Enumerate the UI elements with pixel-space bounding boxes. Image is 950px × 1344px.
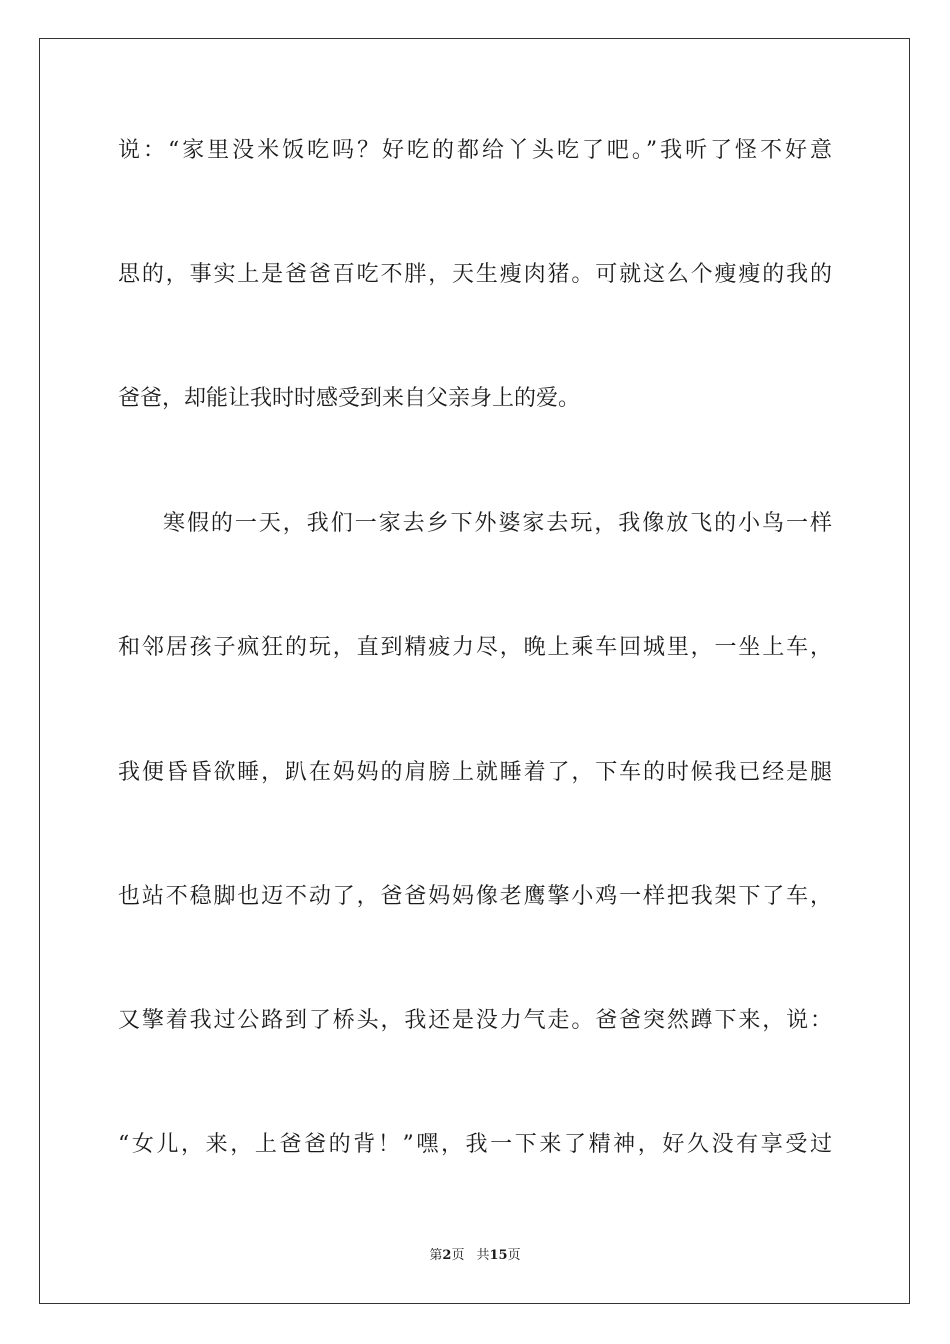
text-line: 爸爸，却能让我时时感受到来自父亲身上的爱。 [118,386,581,411]
total-pages: 15 [489,1248,508,1263]
page-footer [0,1247,950,1265]
page-suffix: 页 [451,1248,465,1263]
text-line: 说：“家里没米饭吃吗？好吃的都给丫头吃了吧。”我听了怪不好意 [118,138,832,163]
page-number: 2 [442,1248,452,1263]
text-line: 也站不稳脚也迈不动了，爸爸妈妈像老鹰擎小鸡一样把我架下了车， [118,884,832,909]
total-prefix: 共 [476,1248,490,1263]
text-line: 我便昏昏欲睡，趴在妈妈的肩膀上就睡着了，下车的时候我已经是腿 [118,760,832,785]
total-suffix: 页 [507,1248,521,1263]
text-line: 思的，事实上是爸爸百吃不胖，天生瘦肉猪。可就这么个瘦瘦的我的 [118,262,832,287]
page-border [39,38,910,1304]
text-line: 和邻居孩子疯狂的玩，直到精疲力尽，晚上乘车回城里，一坐上车， [118,635,832,660]
paragraph-first-line: 寒假的一天，我们一家去乡下外婆家去玩，我像放飞的小鸟一样 [163,511,832,536]
text-line: “女儿，来，上爸爸的背！”嘿，我一下来了精神，好久没有享受过 [118,1132,832,1157]
page-prefix: 第 [429,1248,443,1263]
text-line: 又擎着我过公路到了桥头，我还是没力气走。爸爸突然蹲下来，说： [118,1008,832,1033]
